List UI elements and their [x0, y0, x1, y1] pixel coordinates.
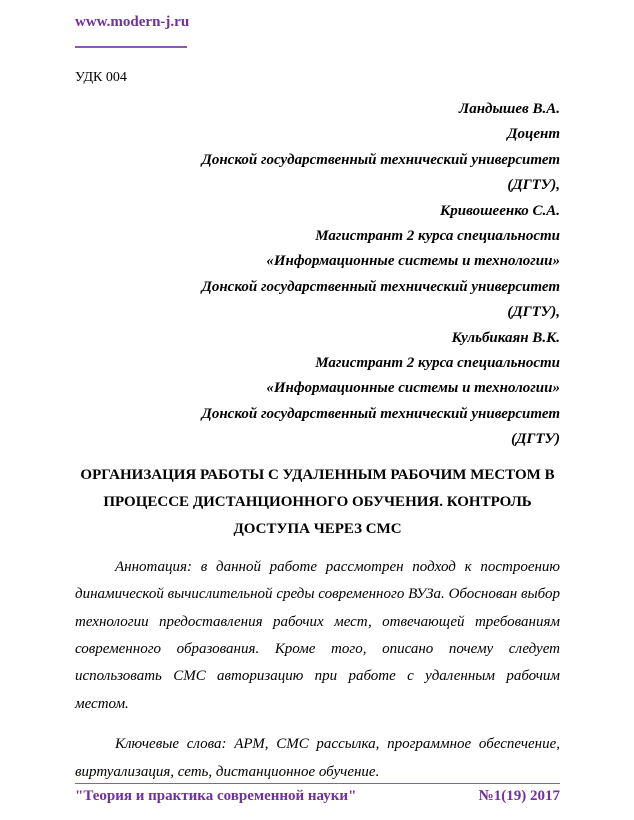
author-line: Ландышев В.А.: [458, 101, 560, 117]
author-line: «Информационные системы и технологии»: [266, 253, 560, 270]
author-line: (ДГТУ),: [507, 304, 560, 321]
abstract-paragraph: Аннотация: в данной работе рассмотрен подход к построению динамической вычислительной среды современного ВУЗа. Обоснован выбор технологии предоставления рабочих мест, отвечающей требованиям современного образования. Кроме того, описано почему следует использовать СМС авторизацию при работе с удаленным рабочим местом.: [75, 558, 560, 712]
author-line: «Информационные системы и технологии»: [266, 380, 560, 397]
author-line: Кривошеенко С.А.: [440, 202, 560, 219]
author-line: Донской государственный технический университет: [201, 278, 560, 295]
issue-number: №1(19) 2017: [478, 788, 560, 804]
footer-rule: [75, 783, 560, 784]
author-line: Магистрант 2 курса специальности: [315, 355, 560, 372]
keywords-paragraph: Ключевые слова: АРМ, СМС рассылка, программное обеспечение, виртуализация, сеть, дистанционное обучение.: [75, 736, 560, 780]
article-title: ОРГАНИЗАЦИЯ РАБОТЫ С УДАЛЕННЫМ РАБОЧИМ МЕСТОМ В ПРОЦЕССЕ ДИСТАНЦИОННОГО ОБУЧЕНИЯ. КОНТРОЛЬ ДОСТУПА ЧЕРЕЗ СМС: [80, 466, 555, 537]
author-line: Донской государственный технический университет: [201, 405, 560, 422]
site-url-link[interactable]: www.modern-j.ru: [75, 14, 190, 30]
author-line: Кульбикаян В.К.: [451, 329, 560, 346]
author-line: Доцент: [507, 126, 560, 143]
udc-label: УДК 004: [75, 70, 127, 85]
author-line: (ДГТУ),: [507, 177, 560, 194]
header-rule: [75, 46, 187, 48]
page-footer: [75, 783, 560, 806]
page-header: [75, 13, 560, 48]
author-line: Магистрант 2 курса специальности: [315, 228, 560, 245]
author-block: [75, 97, 560, 453]
author-line: (ДГТУ): [511, 431, 560, 448]
author-line: Донской государственный технический университет: [201, 151, 560, 168]
journal-name: "Теория и практика современной науки": [75, 788, 357, 804]
